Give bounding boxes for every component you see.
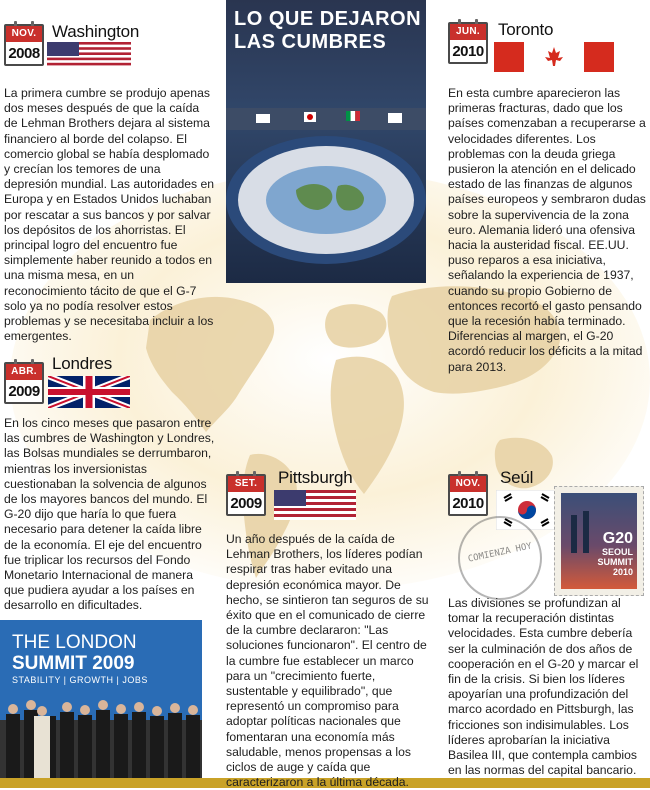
calendar-icon <box>448 474 488 516</box>
london-summit-photo <box>0 620 202 778</box>
calendar-icon <box>226 474 266 516</box>
summit-description: Un año después de la caída de Lehman Brothers, los líderes podían respirar tras haber evitado una depresión económica mayor. De hecho, se sintieron tan seguros de su éxito que en el comunicado de cierre de la cumbre declararon: "Las soluciones funcionaron". El centro de la cumbre fue establecer un marco para un "crecimiento fuerte, sustentable y equilibrado", que representó un compromiso para adoptar políticas nacionales que fomentaran una economía más saludable, menos propensas a los ciclos de auge y caída que caracterizaron a la última década. <box>226 532 429 790</box>
calendar-year: 2010 <box>452 43 484 60</box>
summit-seoul <box>444 460 650 780</box>
g20-seoul-stamp <box>554 486 644 596</box>
calendar-month: NOV. <box>450 476 486 492</box>
city-name: Londres <box>52 354 113 373</box>
city-name: Toronto <box>498 20 554 39</box>
calendar-year: 2009 <box>8 383 40 400</box>
calendar-month: ABR. <box>6 364 42 380</box>
usa-flag-icon <box>47 42 131 68</box>
postmark-icon: COMIENZA HOY <box>458 516 542 600</box>
uk-flag-icon <box>48 376 130 408</box>
calendar-month: JUN. <box>450 24 486 40</box>
summit-description: Las divisiones se profundizan al tomar la recuperación distintas velocidades. Esta cumbre debería ser la culminación de dos años de cooperación en el G-20 y marcar el fin de la crisis. Si bien los líderes apoyarían una profundización del marco acordado en Pittsburgh, las fricciones son indisimulables. Los líderes aprobarían la iniciativa Basilea III, que contempla cambios en las normas del capital bancario. <box>448 596 639 778</box>
calendar-icon <box>448 22 488 64</box>
calendar-year: 2008 <box>8 45 40 62</box>
calendar-year: 2010 <box>452 495 484 512</box>
calendar-year: 2009 <box>230 495 262 512</box>
page-title: LO QUE DEJARON LAS CUMBRES <box>234 8 422 53</box>
stamp-text: G20 SEOUL SUMMIT 2010 <box>597 530 633 577</box>
usa-flag-icon <box>274 490 356 520</box>
summit-pittsburgh <box>222 460 442 790</box>
hero-photo <box>226 0 426 283</box>
city-name: Pittsburgh <box>278 468 353 487</box>
summit-washington <box>0 0 220 345</box>
calendar-month: NOV. <box>6 26 42 42</box>
city-name: Washington <box>52 22 140 41</box>
london-photo-caption: THE LONDON SUMMIT 2009 STABILITY | GROWTH | JOBS <box>12 632 148 685</box>
calendar-icon <box>4 362 44 404</box>
summit-toronto <box>444 0 650 374</box>
summit-description: La primera cumbre se produjo apenas dos meses después de que la caída de Lehman Brothers dejara al sistema financiero al borde del colapso. El comercio global se había desplomado y crecían los temores de una depresión mundial. Las autoridades en Europa y en Estados Unidos luchaban por rescatar a sus bancos y por salvar los depósitos de los ahorristas. El principal logro del encuentro fue simplemente haber reunido a todos en una misma mesa, en un reconocimiento tácito de que el G-7 solo ya no podía resolver estos problemas y se necesitaba incluir a los emergentes. <box>4 86 215 344</box>
calendar-month: SET. <box>228 476 264 492</box>
summit-description: En los cinco meses que pasaron entre las cumbres de Washington y Londres, las Bolsas mundiales se derrumbaron, mientras los inversionistas cuestionaban la solvencia de algunos de los mayores bancos del mundo. El G-20 dijo que haría lo que fuera necesario para detener la caída libre de la economía. El eje del encuentro fue triplicar los recursos del Fondo Monetario Internacional de manera que pudiera ayudar a los países en desarrollo en dificultades. <box>4 416 215 613</box>
summit-description: En esta cumbre aparecieron las primeras fracturas, dado que los países comenzaban a recuperarse a velocidades diferentes. Los problemas con la deuda griega pusieron la atención en el delicado estado de las finanzas de algunos países europeos y sembraron dudas sobre la supervivencia de la zona euro. Alemania lideró una ofensiva hacia la austeridad fiscal. EE.UU. puso reparos a esa iniciativa, señalando la experiencia de 1937, cuando su propio Gobierno de entonces recortó el gasto pensando que la recesión había terminado. Diferencias al margen, el G-20 acordó reducir los déficits a la mitad para 2013. <box>448 86 646 374</box>
canada-flag-icon <box>494 42 614 72</box>
city-name: Seúl <box>500 468 534 487</box>
calendar-icon <box>4 24 44 66</box>
